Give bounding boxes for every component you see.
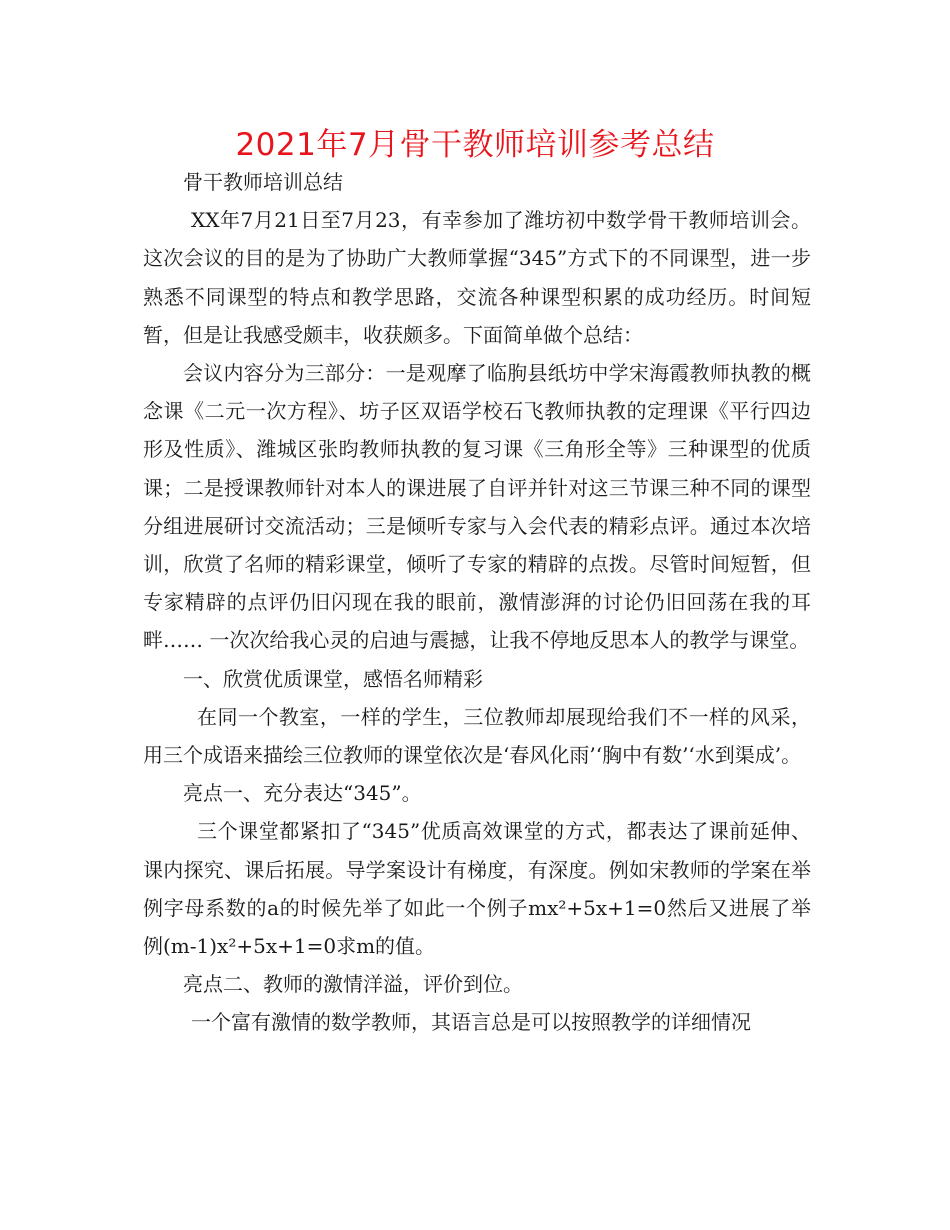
- section-heading: 一、欣赏优质课堂，感悟名师精彩: [183, 666, 483, 691]
- subtitle-paragraph: 骨干教师培训总结: [183, 170, 343, 194]
- document-body: [143, 163, 811, 1042]
- body-paragraph: 在同一个教室，一样的学生，三位教师却展现给我们不一样的风采，用三个成语来描绘三位教师的课堂依次是‘春风化雨’‘胸中有数’‘水到渠成’。: [143, 704, 811, 768]
- document-title: 2021年7月骨干教师培训参考总结: [235, 127, 715, 163]
- section-heading: 亮点一、充分表达“345”。: [183, 781, 422, 806]
- body-paragraph: 三个课堂都紧扣了“345”优质高效课堂的方式，都表达了课前延伸、课内探究、课后拓展。导学案设计有梯度，有深度。例如宋教师的学案在举例字母系数的a的时候先举了如此一个例子mx²+5x+1=0然后又进展了举例(m-1)x²+5x+1=0求m的值。: [143, 819, 811, 959]
- section-heading: 亮点二、教师的激情洋溢，评价到位。: [183, 972, 523, 997]
- body-paragraph: 会议内容分为三部分：一是观摩了临朐县纸坊中学宋海霞教师执教的概念课《二元一次方程》、坊子区双语学校石飞教师执教的定理课《平行四边形及性质》、潍城区张昀教师执教的复习课《三角形全等》三种课型的优质课；二是授课教师针对本人的课进展了自评并针对这三节课三种不同的课型分组进展研讨交流活动；三是倾听专家与入会代表的精彩点评。通过本次培训，欣赏了名师的精彩课堂，倾听了专家的精辟的点拨。尽管时间短暂，但专家精辟的点评仍旧闪现在我的眼前，激情澎湃的讨论仍旧回荡在我的耳畔…… 一次次给我心灵的启迪与震撼，让我不停地反思本人的教学与课堂。: [143, 361, 811, 653]
- body-paragraph: XX年7月21日至7月23，有幸参加了潍坊初中数学骨干教师培训会。这次会议的目的是为了协助广大教师掌握“345”方式下的不同课型，进一步熟悉不同课型的特点和教学思路，交流各种课型积累的成功经历。时间短暂，但是让我感受颇丰，收获颇多。下面简单做个总结：: [143, 208, 811, 347]
- body-paragraph: 一个富有激情的数学教师，其语言总是可以按照教学的详细情况: [191, 1010, 751, 1035]
